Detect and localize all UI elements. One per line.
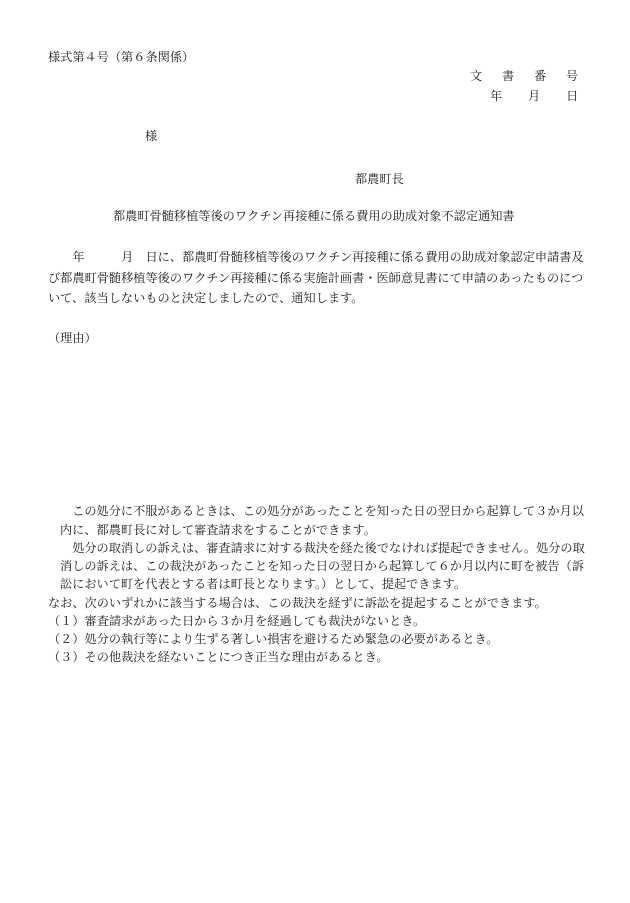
notice-list-item: （１）審査請求があった日から３か月を経過しても裁決がないとき。 (48, 614, 426, 628)
notice-list-item: （３）その他裁決を経ないことにつき正当な理由があるとき。 (48, 650, 389, 664)
notice-line: この処分に不服があるときは、この処分があったことを知った日の翌日から起算して３か月以 (60, 504, 584, 518)
form-number: 様式第４号（第６条関係） (48, 50, 195, 64)
body-line: 年 月 日に、都農町骨髄移植等後のワクチン再接種に係る費用の助成対象認定申請書及 (48, 250, 584, 264)
notice-list-item: （２）処分の執行等により生ずる著しい損害を避けるため緊急の必要があるとき。 (48, 632, 499, 646)
addressee-suffix: 様 (145, 129, 158, 143)
body-line: び都農町骨髄移植等後のワクチン再接種に係る実施計画書・医師意見書にて申請のあったものにつ (48, 271, 584, 285)
sender-name: 都農町長 (355, 172, 404, 186)
document-title: 都農町骨髄移植等後のワクチン再接種に係る費用の助成対象不認定通知書 (113, 209, 515, 223)
reason-area (48, 352, 585, 492)
notice-line: なお、次のいずれかに該当する場合は、この裁決を経ずに訴訟を提起することができます。 (48, 596, 547, 610)
notice-line: 消しの訴えは、この裁決があったことを知った日の翌日から起算して６か月以内に町を被告（訴 (60, 559, 584, 573)
reason-label: （理由） (48, 331, 97, 345)
document-number-label: 文 書 番 号 (470, 69, 582, 83)
notice-line: 処分の取消しの訴えは、審査請求に対する裁決を経た後でなければ提起できません。処分の取 (60, 541, 585, 555)
notice-line: 訟において町を代表とする者は町長となります。）として、提起できます。 (60, 577, 467, 591)
body-line: いて、該当しないものと決定しましたので、通知します。 (48, 291, 364, 305)
notice-line: 内に、都農町長に対して審査請求をすることができます。 (60, 523, 376, 537)
date-label: 年 月 日 (490, 89, 579, 103)
